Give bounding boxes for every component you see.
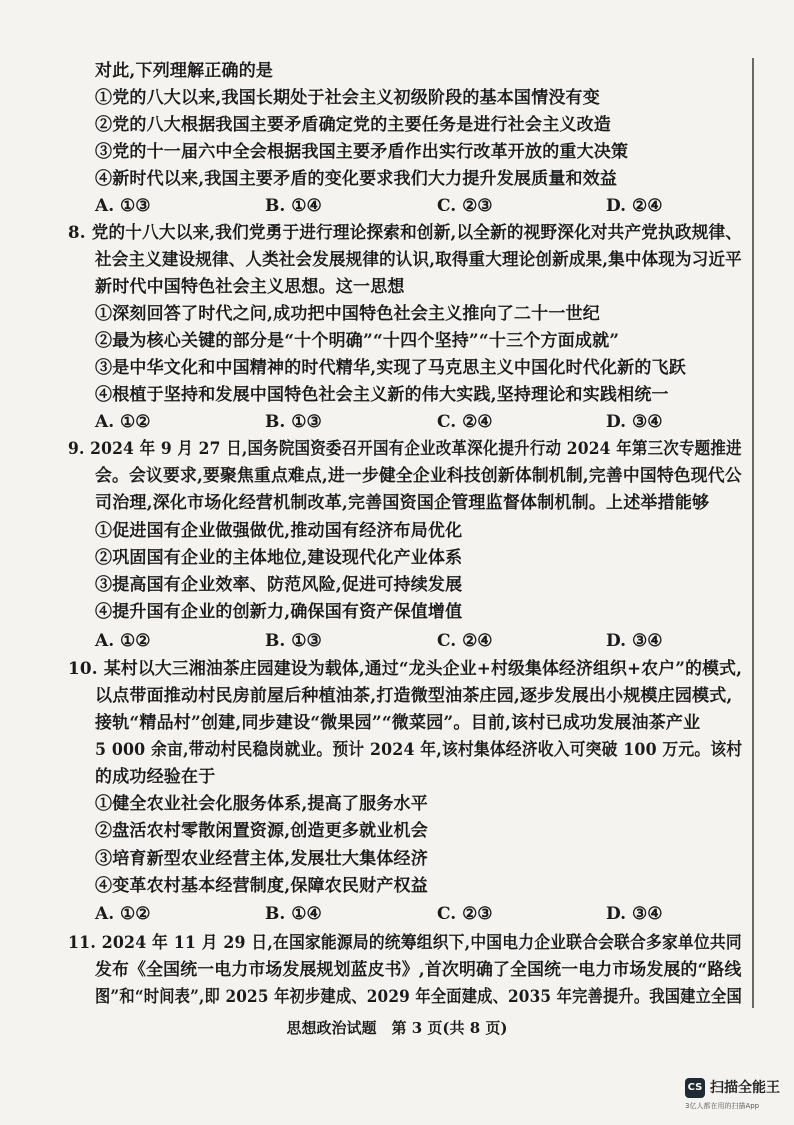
q11-stem-line-2: 发布《全国统一电力市场发展规划蓝皮书》,首次明确了全国统一电力市场发展的“路线 xyxy=(95,960,742,980)
q10-stem-line-1: 10. 某村以大三湘油茶庄园建设为载体,通过“龙头企业+村级集体经济组织+农户”的模式, xyxy=(68,659,743,679)
camscanner-logo-icon: CS xyxy=(685,1078,705,1098)
q10-statement-3: ③培育新型农业经营主体,发展壮大集体经济 xyxy=(95,849,428,869)
q11-stem-line-3: 图”和“时间表”,即 2025 年初步建成、2029 年全面建成、2035 年完善提升。我国建立全国 xyxy=(95,987,742,1007)
q10-stem-line-2: 以点带面推动村民房前屋后种植油茶,打造微型油茶庄园,逐步发展出小规模庄园模式, xyxy=(95,686,733,706)
q8-statement-1: ①深刻回答了时代之问,成功把中国特色社会主义推向了二十一世纪 xyxy=(95,304,600,324)
q9-statement-4: ④提升国有企业的创新力,确保国有资产保值增值 xyxy=(95,602,463,622)
q9-option-c: C. ②④ xyxy=(437,631,493,651)
q10-stem-line-3: 接轨“精品村”创建,同步建设“微果园”“微菜园”。目前,该村已成功发展油茶产业 xyxy=(95,713,701,733)
q7-statement-4: ④新时代以来,我国主要矛盾的变化要求我们大力提升发展质量和效益 xyxy=(95,169,618,189)
q8-option-c: C. ②④ xyxy=(437,412,493,432)
q7-statement-2: ②党的八大根据我国主要矛盾确定党的主要任务是进行社会主义改造 xyxy=(95,115,611,135)
q10-statement-1: ①健全农业社会化服务体系,提高了服务水平 xyxy=(95,794,428,814)
q8-stem-line-2: 社会主义建设规律、人类社会发展规律的认识,取得重大理论创新成果,集中体现为习近平 xyxy=(95,250,742,270)
scanner-app-name: 扫描全能王 xyxy=(710,1080,780,1096)
q10-stem-line-5: 的成功经验在于 xyxy=(95,767,216,787)
q11-stem-line-1: 11. 2024 年 11 月 29 日,在国家能源局的统筹组织下,中国电力企业联合会联合多家单位共同 xyxy=(68,933,742,953)
q10-option-b: B. ①④ xyxy=(265,904,322,924)
q7-option-d: D. ②④ xyxy=(606,196,663,216)
q10-option-a: A. ①② xyxy=(95,904,151,924)
scanner-watermark xyxy=(658,1076,788,1120)
q9-stem-line-2: 会。会议要求,要聚焦重点难点,进一步健全企业科技创新体制机制,完善中国特色现代公 xyxy=(95,466,742,486)
q9-option-a: A. ①② xyxy=(95,631,151,651)
q8-option-b: B. ①③ xyxy=(265,412,322,432)
q7-option-a: A. ①③ xyxy=(95,196,151,216)
q8-statement-4: ④根植于坚持和发展中国特色社会主义新的伟大实践,坚持理论和实践相统一 xyxy=(95,385,669,405)
q10-statement-2: ②盘活农村零散闲置资源,创造更多就业机会 xyxy=(95,821,428,841)
q9-stem-line-3: 司治理,深化市场化经营机制改革,完善国资国企管理监督体制机制。上述举措能够 xyxy=(95,493,710,513)
q9-statement-1: ①促进国有企业做强做优,推动国有经济布局优化 xyxy=(95,521,463,541)
q9-statement-2: ②巩固国有企业的主体地位,建设现代化产业体系 xyxy=(95,548,463,568)
scanner-tagline: 3亿人都在用的扫描App xyxy=(685,1102,760,1110)
q8-statement-2: ②最为核心关键的部分是“十个明确”“十四个坚持”“十三个方面成就” xyxy=(95,331,620,351)
q9-option-b: B. ①③ xyxy=(265,631,322,651)
scan-edge-line xyxy=(752,58,754,1008)
q8-option-a: A. ①② xyxy=(95,412,151,432)
q10-option-c: C. ②③ xyxy=(437,904,493,924)
q10-option-d: D. ③④ xyxy=(606,904,663,924)
q8-option-d: D. ③④ xyxy=(606,412,663,432)
q9-option-d: D. ③④ xyxy=(606,631,663,651)
q8-stem-line-3: 新时代中国特色社会主义思想。这一思想 xyxy=(95,277,405,297)
q7-statement-1: ①党的八大以来,我国长期处于社会主义初级阶段的基本国情没有变 xyxy=(95,88,600,108)
q10-statement-4: ④变革农村基本经营制度,保障农民财产权益 xyxy=(95,876,428,896)
page-footer: 思想政治试题 第 3 页(共 8 页) xyxy=(286,1019,508,1037)
q9-stem-line-1: 9. 2024 年 9 月 27 日,国务院国资委召开国有企业改革深化提升行动 2024 年第三次专题推进 xyxy=(68,439,742,459)
q8-stem-line-1: 8. 党的十八大以来,我们党勇于进行理论探索和创新,以全新的视野深化对共产党执政规律、 xyxy=(68,223,743,243)
q8-statement-3: ③是中华文化和中国精神的时代精华,实现了马克思主义中国化时代化新的飞跃 xyxy=(95,358,686,378)
q7-statement-3: ③党的十一届六中全会根据我国主要矛盾作出实行改革开放的重大决策 xyxy=(95,142,629,162)
q7-option-c: C. ②③ xyxy=(437,196,493,216)
q7-stem-tail: 对此,下列理解正确的是 xyxy=(95,61,274,81)
q10-stem-line-4: 5 000 余亩,带动村民稳岗就业。预计 2024 年,该村集体经济收入可突破 100 万元。该村 xyxy=(95,740,743,760)
q9-statement-3: ③提高国有企业效率、防范风险,促进可持续发展 xyxy=(95,575,463,595)
q7-option-b: B. ①④ xyxy=(265,196,322,216)
